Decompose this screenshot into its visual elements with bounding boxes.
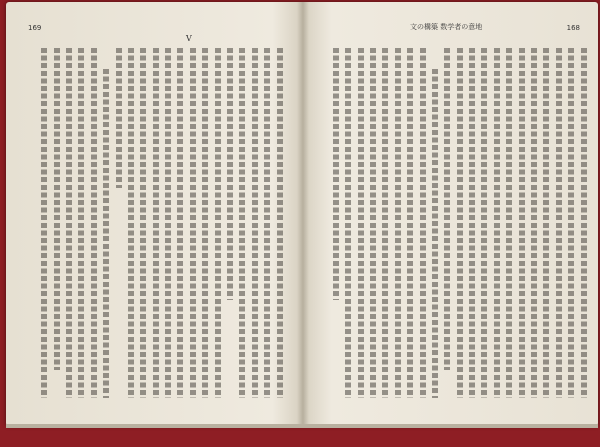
text-line	[162, 48, 174, 398]
text-line	[187, 48, 199, 398]
text-line	[379, 48, 391, 398]
text-line	[174, 48, 186, 398]
text-line	[516, 48, 528, 398]
page-number-right: 168	[566, 24, 580, 32]
text-line	[565, 48, 577, 398]
text-line	[63, 48, 75, 398]
text-line	[417, 48, 429, 398]
text-line	[330, 48, 342, 398]
right-page	[306, 2, 598, 426]
left-page	[6, 2, 298, 426]
book-spread	[6, 2, 598, 426]
text-line	[342, 48, 354, 398]
text-line	[38, 48, 50, 398]
text-line	[224, 48, 236, 398]
text-line	[125, 48, 137, 398]
text-line	[212, 48, 224, 398]
text-line	[367, 48, 379, 398]
text-line	[355, 48, 367, 398]
text-line	[540, 48, 552, 398]
text-line	[528, 48, 540, 398]
text-line	[51, 48, 63, 398]
text-line	[100, 48, 112, 398]
page-edges	[6, 424, 598, 428]
text-line	[75, 48, 87, 398]
text-line	[503, 48, 515, 398]
text-line	[249, 48, 261, 398]
text-line	[454, 48, 466, 398]
text-line	[466, 48, 478, 398]
text-line	[392, 48, 404, 398]
text-line	[491, 48, 503, 398]
text-line	[261, 48, 273, 398]
chapter-mark: V	[186, 34, 192, 43]
text-line	[429, 48, 441, 398]
left-body-text	[24, 48, 286, 398]
text-line	[113, 48, 125, 398]
text-line	[274, 48, 286, 398]
text-line	[199, 48, 211, 398]
text-line	[236, 48, 248, 398]
running-head: 文の構築 数学者の意地	[410, 23, 483, 31]
text-line	[88, 48, 100, 398]
right-body-text	[318, 48, 590, 398]
page-number-left: 169	[28, 24, 42, 32]
text-line	[578, 48, 590, 398]
text-line	[404, 48, 416, 398]
text-line	[441, 48, 453, 398]
text-line	[150, 48, 162, 398]
text-line	[478, 48, 490, 398]
text-line	[553, 48, 565, 398]
text-line	[137, 48, 149, 398]
